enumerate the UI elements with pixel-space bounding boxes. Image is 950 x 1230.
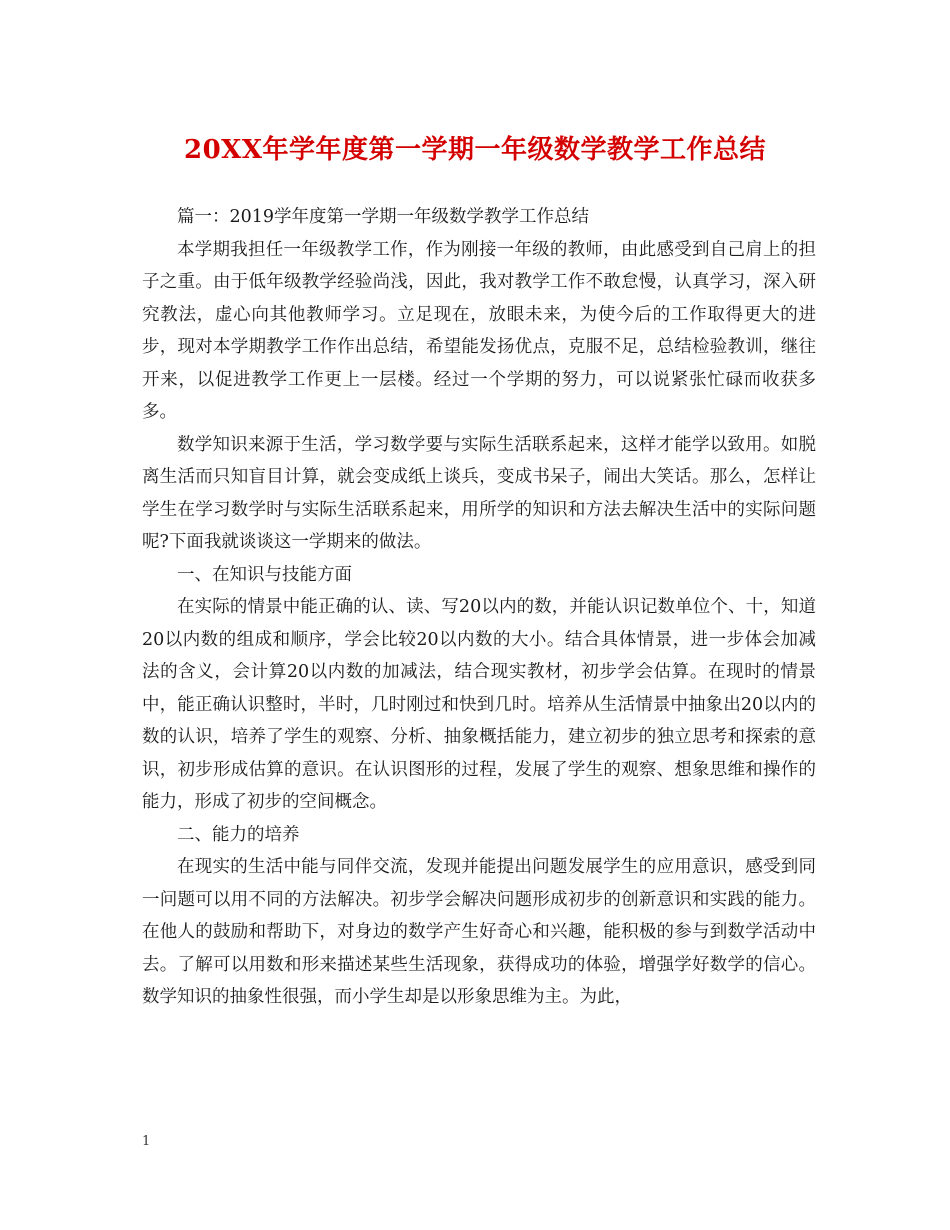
paragraph: 在实际的情景中能正确的认、读、写20以内的数，并能认识记数单位个、十，知道20以内数的组成和顺序，学会比较20以内数的大小。结合具体情景，进一步体会加减法的含义，会计算20以内数的加减法，结合现实教材，初步学会估算。在现时的情景中，能正确认识整时，半时，几时刚过和快到几时。培养从生活情景中抽象出20以内的数的认识，培养了学生的观察、分析、抽象概括能力，建立初步的独立思考和探索的意识，初步形成估算的意识。在认识图形的过程，发展了学生的观察、想象思维和操作的能力，形成了初步的空间概念。 [142,597,816,812]
paragraph: 数学知识来源于生活，学习数学要与实际生活联系起来，这样才能学以致用。如脱离生活而只知盲目计算，就会变成纸上谈兵，变成书呆子，闹出大笑话。那么，怎样让学生在学习数学时与实际生活联系起来，用所学的知识和方法去解决生活中的实际问题呢?下面我就谈谈这一学期来的做法。 [142,434,816,552]
document-body [142,201,816,1014]
section-heading: 篇一：2019学年度第一学期一年级数学教学工作总结 [177,207,590,227]
paragraph: 在现实的生活中能与同伴交流，发现并能提出问题发展学生的应用意识，感受到同一问题可以用不同的方法解决。初步学会解决问题形成初步的创新意识和实践的能力。在他人的鼓励和帮助下，对身边的数学产生好奇心和兴趣，能积极的参与到数学活动中去。了解可以用数和形来描述某些生活现象，获得成功的体验，增强学好数学的信心。数学知识的抽象性很强，而小学生却是以形象思维为主。为此， [142,857,816,1007]
section-heading: 二、能力的培养 [177,824,300,845]
document-title: 20XX年学年度第一学期一年级数学教学工作总结 [183,135,767,165]
page-number: 1 [142,1134,151,1149]
paragraph: 本学期我担任一年级教学工作，作为刚接一年级的教师，由此感受到自己肩上的担子之重。由于低年级教学经验尚浅，因此，我对教学工作不敢怠慢，认真学习，深入研究教法，虚心向其他教师学习。立足现在，放眼未来，为使今后的工作取得更大的进步，现对本学期教学工作作出总结，希望能发扬优点，克服不足，总结检验教训，继往开来，以促进教学工作更上一层楼。经过一个学期的努力，可以说紧张忙碌而收获多多。 [142,239,816,422]
section-heading: 一、在知识与技能方面 [177,564,352,585]
